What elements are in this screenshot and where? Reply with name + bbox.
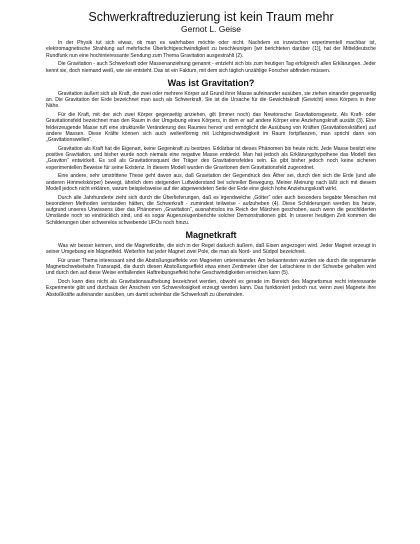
section1-paragraph-4: Eine andere, sehr umstrittene These geht davon aus, daß Gravitation der Gegendruck des Äther sei, durch den sich die Erde (und alle anderen Himmelskörper) bewegt, ähnlich dem steigenden Luftwiderstand bei schneller Bewegung. Meiner Meinung nach läßt sich mit diesem Modell jedoch nicht erklären, warum beispielsweise auf der abgewendeten Seite der Erde eine gleich hohe Anziehungskraft wirkt. [46, 173, 376, 192]
intro-paragraph-2: Die Gravitation - auch Schwerkraft oder Massenanziehung genannt - entzieht sich bis zum heutigen Tag erfolgreich allen Erklärungen. Jeder kennt sie, doch niemand weiß, wie sie entsteht. Das ist ein Faktum, mit dem sich täglich unzählige Forscher abfinden müssen. [46, 61, 376, 74]
section1-paragraph-1: Gravitation äußert sich als Kraft, die zwei oder mehrere Körper auf Grund ihrer Masse aufeinander ausüben, sie ziehen einander gegenseitig an. Die Gravitation der Erde bezeichnet man auch als Schwerkraft. Sie ist die Ursache für die Gewichtskraft (Gewicht) eines Körpers in ihrer Nähe. [46, 90, 376, 110]
section2-paragraph-1: Was wir besser kennen, sind die Magnetkräfte, die sich in der Regel dadurch äußern, daß Eisen angezogen wird. Jeder Magnet erzeugt in seiner Umgebung ein Magnetfeld. Weiterhin hat jeder Magnet zwei Pole, die man als Nord- und Südpol bezeichnet. [46, 242, 376, 255]
document-title: Schwerkraftreduzierung ist kein Traum mehr [88, 10, 334, 24]
intro-paragraph-1: In der Physik tut sich etwas, ob man es wahrhaben möchte oder nicht. Nachdem es inzwischen experimentell machbar ist, elektromagnetische Strahlung auf mehrfache Überlichtgeschwindigkeit zu beschleunigen [wir berichteten darüber (1)], hat der Mitteldeutsche Rundfunk nun eine hochinteressante Sendung zum Thema Gravitation ausgestrahlt (2). [46, 40, 376, 59]
section2-paragraph-3: Doch kann dies nicht als Gravitationsaufhebung bezeichnet werden, obwohl es gerade im Bereich des Magnetismus recht interessante Experimente gibt und durchaus der Anschein von Schwerelosigkeit erzeugt werden kann. Das funktioniert jedoch nur, wenn zwei Magnete ihre Abstoßkräfte aufeinander ausüben, um damit scheinbar die Schwerkraft zu überwinden. [46, 279, 376, 298]
section1-paragraph-5: Durch alle Jahrhunderte zieht sich durch die Überlieferungen, daß es irgendwelche „Götter“ oder auch besonders begabte Menschen mit besonderen Methoden verstanden hätten, die Schwerkraft - zumindest teilweise - aufzuheben (4). Diese Schilderungen werden bis heute, aufgrund unseres Unwissens über das Phänomen „Gravitation“, ausnahmslos ins Reich der Märchen geschoben, auch wenn die geschilderten Umstände noch so eindrücklich sind, und es sogar Augenzeugenberichte solcher Demonstrationen gibt. In unserer heutigen Zeit kommen die Schilderungen über schwerelos schwebende UFOs noch hinzu. [46, 194, 376, 226]
section1-paragraph-2: Für die Kraft, mit der sich zwei Körper gegenseitig anziehen, gilt (immer noch) das Newtonsche Gravitationsgesetz. Als Kraft- oder Gravitationsfeld bezeichnet man den Raum in der Umgebung eines Körpers, in dem er auf andere Körper eine Anziehungskraft ausübt (3). Eine felderzeugende Masse ruft eine strukturelle Veränderung des Raumes hervor und ermöglicht die Ausübung von Kräften (Gravitationskräften) auf andere Massen. Diese Kräfte können sich auch wellenförmig mit Lichtgeschwindigkeit im Raum fortpflanzen, man spricht dann von „Gravitationswellen“. [46, 112, 376, 143]
section-heading-gravitation: Was ist Gravitation? [167, 77, 255, 88]
document-author: Gernot L. Geise [180, 24, 241, 34]
section-heading-magnetkraft: Magnetkraft [185, 229, 237, 240]
section2-paragraph-2: Für unser Thema interessant sind die Abstoßungseffekte von Magneten untereinander. Am bekanntesten wurden sie durch die sogenannte Magnetschwebebahn Transrapid, die durch diesen Abstoßungseffekt etwa einen Zentimeter über der Leitschiene in der Schwebe gehalten wird und durch den auf diese Weise entfallenden Haftreibungseffekt hohe Geschwindigkeiten erreichen kann (5). [46, 257, 376, 277]
section1-paragraph-3: Gravitation als Kraft hat die Eigenart, keine Gegenkraft zu besitzen. Erklärbar ist dieses Phänomen bis heute nicht. Jede Masse besitzt eine positive Gravitation, und bisher wurde noch niemals eine negative Masse entdeckt. Man hat jedoch als Erklärungshypothese das Modell des „Graviton“ entwickelt. Es soll als Gravitationsquant der Träger des Gravitationsfeldes sein. Es gibt bisher jedoch noch keine sicheren experimentellen Beweise für seine Existenz. In diesem Modell wurden die Gravitonen dem Gravitationsfeld zugeordnet. [46, 145, 376, 171]
